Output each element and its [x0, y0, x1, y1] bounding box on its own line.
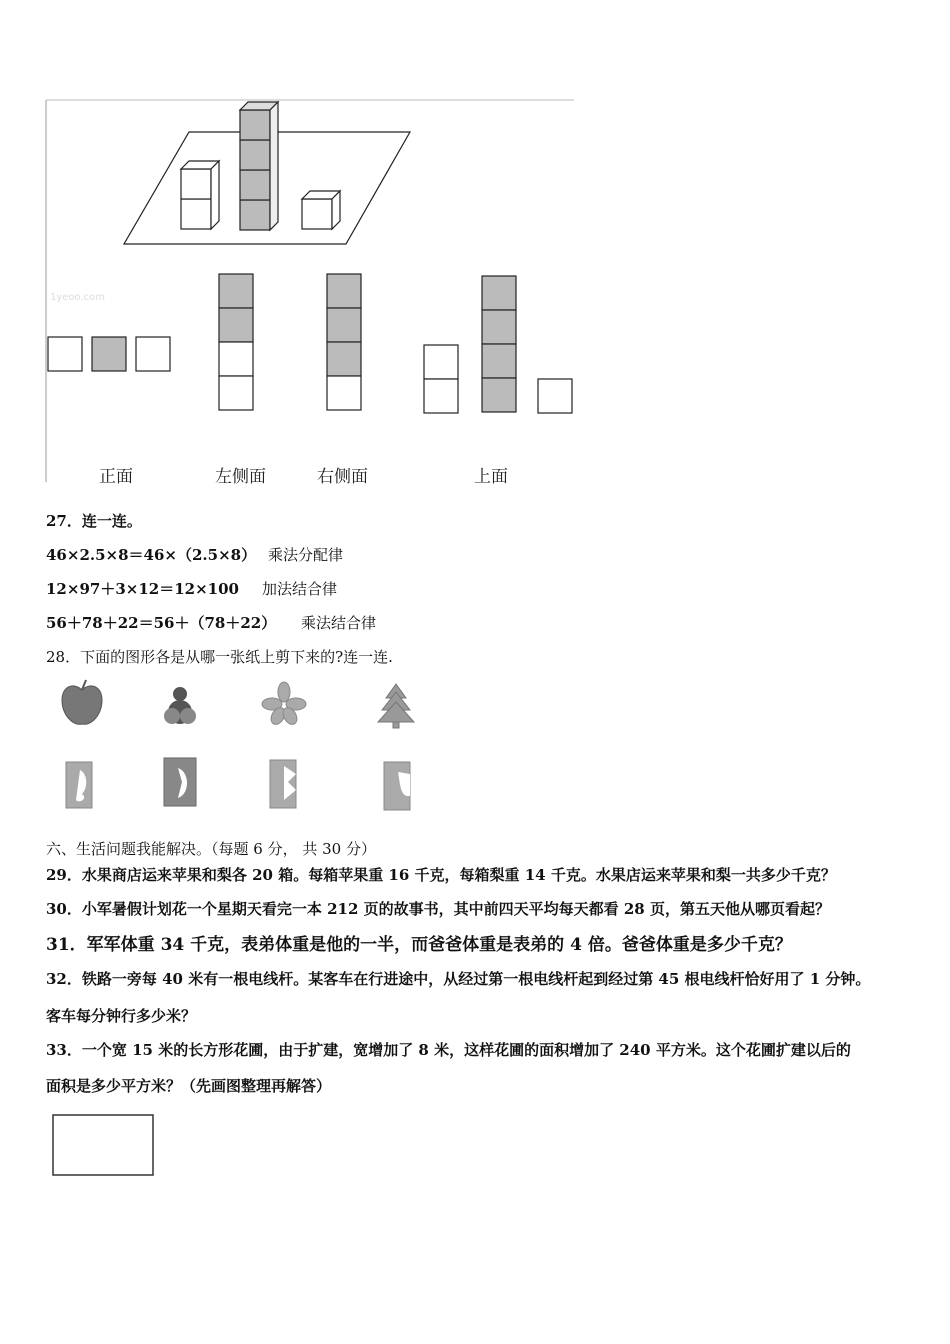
q27-row-3-law: 乘法结合律 — [301, 614, 377, 632]
q27-row-2-law: 加法结合律 — [262, 580, 338, 598]
q31-text: 31．军军体重 34 千克，表弟体重是他的一半，而爸爸体重是表弟的 4 倍。爸爸体重是多少千克？ — [46, 935, 792, 955]
watermark: 1yeoo.com — [50, 292, 106, 303]
top-view — [424, 276, 572, 413]
q32-line-2: 客车每分钟行多少米？ — [46, 1007, 197, 1025]
right-side-view — [327, 274, 361, 410]
q32-line-1: 32．铁路一旁每 40 米有一根电线杆。某客车在行进途中，从经过第一根电线杆起到经过第 45 根电线杆恰好用了 1 分钟。 — [46, 970, 871, 988]
middle-cube-stack — [240, 102, 278, 230]
cube-views-drawing — [44, 98, 576, 490]
flower-shape — [262, 682, 306, 727]
section-6-title: 六、生活问题我能解决。（每题 6 分， 共 30 分） — [46, 840, 376, 858]
cut-paper-drawing — [44, 678, 444, 818]
left-cube-stack — [181, 161, 219, 229]
q28-title: 28．下面的图形各是从哪一张纸上剪下来的?连一连. — [46, 648, 393, 666]
left-side-view — [219, 274, 253, 410]
front-view-label: 正面 — [99, 467, 133, 487]
paper-piece-3 — [270, 760, 296, 808]
q27-row-1-expr: 46×2.5×8＝46×（2.5×8） — [46, 546, 257, 564]
q33-line-1: 33．一个宽 15 米的长方形花圃，由于扩建，宽增加了 8 米，这样花圃的面积增加了 240 平方米。这个花圃扩建以后的 — [46, 1041, 851, 1059]
left-side-view-label: 左侧面 — [215, 467, 266, 487]
right-single-cube — [302, 191, 340, 229]
garden-rectangle-figure — [52, 1114, 154, 1176]
q27-row-1-law: 乘法分配律 — [268, 546, 344, 564]
garden-rectangle-drawing — [52, 1114, 154, 1176]
cube-views-figure — [44, 98, 576, 490]
q33-line-2: 面积是多少平方米？（先画图整理再解答） — [46, 1077, 332, 1095]
paper-piece-2 — [164, 758, 196, 806]
front-view — [48, 337, 170, 371]
paper-piece-4 — [384, 762, 410, 810]
q30-text: 30．小军暑假计划花一个星期天看完一本 212 页的故事书，其中前四天平均每天都看 28 页，第五天他从哪页看起？ — [46, 900, 830, 918]
q27-row-2-expr: 12×97＋3×12＝12×100 — [46, 580, 239, 598]
q27-row-3-expr: 56＋78＋22＝56＋（78＋22） — [46, 614, 277, 632]
tree-shape — [378, 684, 414, 728]
cut-paper-figure — [44, 678, 444, 818]
top-view-label: 上面 — [474, 467, 508, 487]
q27-title: 27．连一连。 — [46, 512, 142, 530]
paper-piece-1 — [66, 762, 92, 808]
gourd-shape — [164, 687, 196, 724]
apple-shape — [62, 680, 102, 724]
q29-text: 29．水果商店运来苹果和梨各 20 箱。每箱苹果重 16 千克，每箱梨重 14 千克。水果店运来苹果和梨一共多少千克？ — [46, 866, 836, 884]
right-side-view-label: 右侧面 — [317, 467, 368, 487]
